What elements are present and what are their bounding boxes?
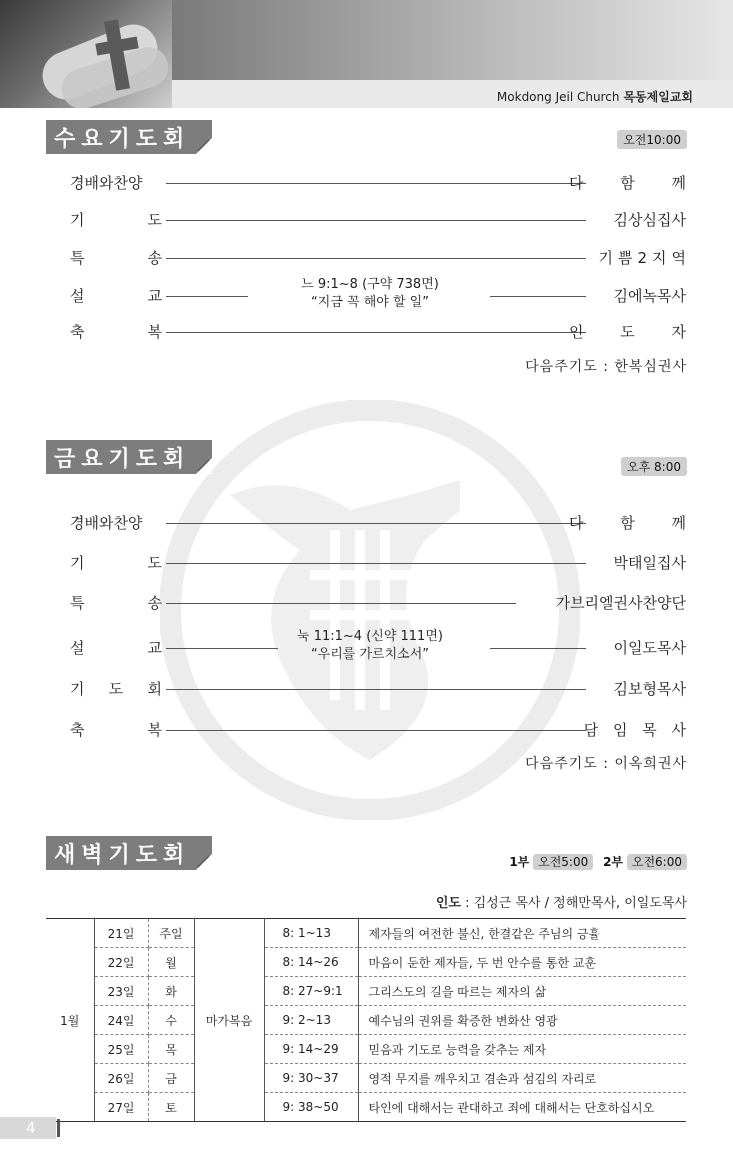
part1-time: 오전5:00: [533, 854, 593, 870]
row-label: 복: [147, 323, 162, 341]
verse-cell: 8: 1~13: [264, 919, 358, 948]
table-row: [46, 1006, 686, 1035]
friday-service-title: [46, 440, 212, 474]
wed-row-benediction: [70, 321, 702, 343]
table-row: [46, 1035, 686, 1064]
praying-hands-photo: [0, 0, 172, 108]
row-value: 다 함 께: [568, 174, 702, 192]
weekday-cell: 월: [148, 948, 194, 977]
dawn-service-title: [46, 836, 212, 870]
row-label: 교: [147, 639, 162, 657]
fri-row-praise: [70, 512, 702, 534]
table-row: [46, 919, 686, 948]
weekday-cell: 수: [148, 1006, 194, 1035]
wed-row-special-song: [70, 247, 691, 269]
row-label: 경배와찬양: [70, 174, 143, 192]
topic-cell: 영적 무지를 깨우치고 겸손과 섬김의 자리로: [358, 1064, 686, 1093]
row-label: 교: [147, 287, 162, 305]
weekday-cell: 금: [148, 1064, 194, 1093]
fri-row-prayer-meeting: [70, 678, 686, 700]
wednesday-time-badge: 오전10:00: [617, 130, 687, 149]
sermon-reference: 느 9:1~8 (구약 738면): [301, 277, 439, 292]
friday-title-text: 금요기도회: [54, 447, 191, 472]
fri-sermon-info: [290, 628, 450, 664]
topic-cell: 마음이 둔한 제자들, 두 번 안수를 통한 교훈: [358, 948, 686, 977]
fri-next-prayer: 다음주기도 : 이옥희권사: [525, 756, 687, 772]
topic-cell: 타인에 대해서는 관대하고 죄에 대해서는 단호하십시오: [358, 1093, 686, 1122]
table-row: [46, 1093, 686, 1122]
church-name-en: Mokdong Jeil Church: [496, 90, 620, 104]
row-value: 가브리엘권사찬양단: [555, 594, 686, 612]
row-label: 설: [70, 639, 85, 657]
row-value: 김상심집사: [613, 211, 686, 229]
weekday-cell: 주일: [148, 919, 194, 948]
verse-cell: 8: 14~26: [264, 948, 358, 977]
fri-row-benediction: [70, 719, 691, 741]
row-label: 도: [147, 554, 162, 572]
row-label: 축: [70, 323, 85, 341]
topic-cell: 예수님의 권위를 확증한 변화산 영광: [358, 1006, 686, 1035]
dawn-schedule-table: [46, 918, 686, 1122]
leaders-label: 인도: [435, 896, 461, 911]
row-value: 김보형목사: [613, 680, 686, 698]
leaders-names: : 김성근 목사 / 정해만목사, 이일도목사: [460, 896, 687, 911]
row-label: 설: [70, 287, 85, 305]
fri-row-prayer: [70, 552, 686, 574]
wednesday-title-text: 수요기도회: [54, 127, 191, 152]
table-row: [46, 977, 686, 1006]
dawn-times: [509, 853, 687, 870]
row-label: 송: [147, 594, 162, 612]
verse-cell: 9: 2~13: [264, 1006, 358, 1035]
row-label: 특: [70, 594, 85, 612]
row-label: 송: [147, 249, 162, 267]
wed-sermon-info: [290, 276, 450, 312]
row-value: 김에녹목사: [613, 287, 686, 305]
verse-cell: 9: 38~50: [264, 1093, 358, 1122]
day-cell: 26일: [94, 1064, 148, 1093]
row-label: 기: [70, 211, 85, 229]
page-number: 4: [0, 1117, 56, 1139]
day-cell: 23일: [94, 977, 148, 1006]
row-label: 기: [70, 680, 85, 698]
topic-cell: 제자들의 여전한 불신, 한결같은 주님의 긍휼: [358, 919, 686, 948]
table-row: [46, 1064, 686, 1093]
book-cell: 마가복음: [194, 919, 264, 1122]
day-cell: 22일: [94, 948, 148, 977]
weekday-cell: 토: [148, 1093, 194, 1122]
sermon-title: “지금 꼭 해야 할 일”: [311, 295, 429, 310]
row-label: 기: [70, 554, 85, 572]
friday-time-badge: 오후 8:00: [621, 457, 687, 476]
row-value: 박태일집사: [613, 554, 686, 572]
month-cell: 1월: [46, 919, 94, 1122]
fri-row-special-song: [70, 592, 686, 614]
weekday-cell: 목: [148, 1035, 194, 1064]
dawn-leaders: [436, 892, 687, 911]
verse-cell: 8: 27~9:1: [264, 977, 358, 1006]
wed-row-praise: [70, 172, 702, 194]
church-name-ko: 목동제일교회: [623, 90, 693, 104]
row-label: 도: [108, 680, 124, 698]
row-label: 복: [147, 721, 162, 739]
wednesday-service-title: [46, 120, 212, 154]
topic-cell: 믿음과 기도로 능력을 갖추는 제자: [358, 1035, 686, 1064]
part2-time: 오전6:00: [627, 854, 687, 870]
verse-cell: 9: 14~29: [264, 1035, 358, 1064]
wed-row-prayer: [70, 209, 686, 231]
row-value: 이일도목사: [613, 639, 686, 657]
row-value: 인 도 자: [568, 323, 702, 341]
row-label: 특: [70, 249, 85, 267]
row-label: 도: [147, 211, 162, 229]
day-cell: 24일: [94, 1006, 148, 1035]
row-value: 담 임 목 사: [583, 721, 691, 739]
weekday-cell: 화: [148, 977, 194, 1006]
header-banner: [0, 0, 733, 108]
dawn-title-text: 새벽기도회: [54, 843, 191, 868]
sermon-title: “우리를 가르치소서”: [310, 647, 430, 662]
day-cell: 25일: [94, 1035, 148, 1064]
sermon-reference: 눅 11:1~4 (신약 111면): [297, 629, 443, 644]
row-label: 경배와찬양: [70, 514, 143, 532]
wed-next-prayer: 다음주기도 : 한복심권사: [525, 359, 687, 375]
row-label: 회: [147, 680, 162, 698]
row-label: 축: [70, 721, 85, 739]
day-cell: 27일: [94, 1093, 148, 1122]
row-value: 기쁨2지역: [598, 249, 691, 267]
topic-cell: 그리스도의 길을 따르는 제자의 삶: [358, 977, 686, 1006]
part2-label: 2부: [603, 855, 624, 869]
table-row: [46, 948, 686, 977]
church-name: [497, 88, 693, 105]
verse-cell: 9: 30~37: [264, 1064, 358, 1093]
day-cell: 21일: [94, 919, 148, 948]
part1-label: 1부: [509, 855, 530, 869]
row-value: 다 함 께: [568, 514, 702, 532]
